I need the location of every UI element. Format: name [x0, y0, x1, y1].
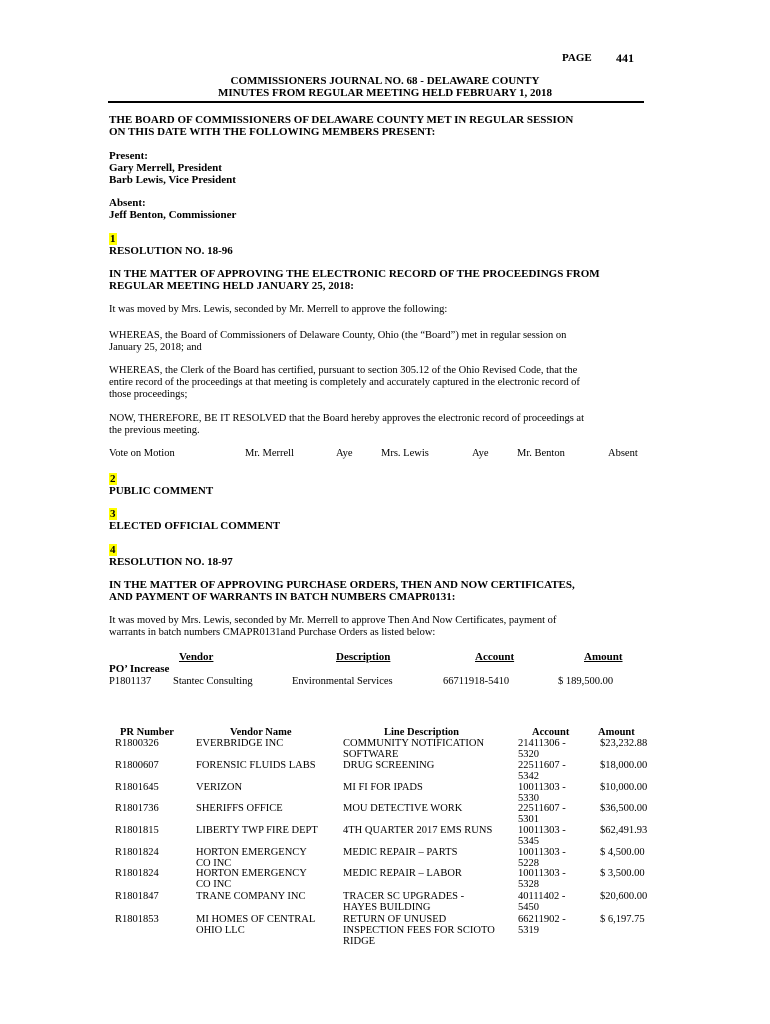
po-header-amount: Amount — [584, 651, 623, 663]
vote-result: Aye — [472, 448, 489, 459]
journal-title: COMMISSIONERS JOURNAL NO. 68 - DELAWARE COUNTY — [230, 75, 540, 87]
pr-amount: $10,000.00 — [600, 782, 648, 793]
pr-account: 10011303 - — [518, 847, 566, 858]
intro-line-1: THE BOARD OF COMMISSIONERS OF DELAWARE COUNTY MET IN REGULAR SESSION — [109, 114, 574, 126]
po-amount: $ 189,500.00 — [558, 676, 614, 687]
pr-amount: $ 6,197.75 — [600, 914, 645, 925]
pr-line-description: DRUG SCREENING — [343, 760, 435, 771]
pr-account: 5345 — [518, 836, 539, 847]
journal-subtitle: MINUTES FROM REGULAR MEETING HELD FEBRUARY 1, 2018 — [217, 87, 553, 99]
pr-number: R1800607 — [115, 760, 159, 771]
absent-label: Absent: — [109, 197, 146, 209]
pr-vendor: SHERIFFS OFFICE — [196, 803, 283, 814]
pr-line-description: COMMUNITY NOTIFICATION — [343, 738, 485, 749]
present-label: Present: — [109, 150, 148, 162]
pr-vendor: OHIO LLC — [196, 925, 245, 936]
po-group-label: PO’ Increase — [109, 663, 170, 675]
whereas-text: those proceedings; — [109, 389, 188, 400]
pr-account: 5450 — [518, 902, 539, 913]
pr-account: 10011303 - — [518, 868, 566, 879]
resolution-heading: REGULAR MEETING HELD JANUARY 25, 2018: — [109, 280, 354, 292]
pr-number: R1801853 — [115, 914, 159, 925]
po-description: Environmental Services — [292, 676, 393, 687]
pr-header-vendor: Vendor Name — [230, 727, 292, 738]
pr-account: 22511607 - — [518, 760, 566, 771]
pr-amount: $18,000.00 — [600, 760, 648, 771]
pr-number: R1801736 — [115, 803, 159, 814]
vote-member: Mr. Merrell — [245, 448, 294, 459]
resolution-title: RESOLUTION NO. 18-97 — [109, 556, 233, 568]
pr-number: R1800326 — [115, 738, 159, 749]
resolution-heading: IN THE MATTER OF APPROVING THE ELECTRONIC RECORD OF THE PROCEEDINGS FROM — [109, 268, 600, 280]
pr-header-amount: Amount — [598, 727, 635, 738]
pr-amount: $62,491.93 — [600, 825, 648, 836]
pr-account: 66211902 - — [518, 914, 566, 925]
motion-text: It was moved by Mrs. Lewis, seconded by Mr. Merrell to approve Then And Now Certificates, payment of — [109, 615, 557, 626]
vote-member: Mrs. Lewis — [381, 448, 429, 459]
pr-line-description: MEDIC REPAIR – LABOR — [343, 868, 462, 879]
present-member: Barb Lewis, Vice President — [109, 174, 236, 186]
item-number-highlight: 3 — [110, 508, 116, 520]
resolution-heading: AND PAYMENT OF WARRANTS IN BATCH NUMBERS CMAPR0131: — [109, 591, 456, 603]
pr-vendor: MI HOMES OF CENTRAL — [196, 914, 316, 925]
resolved-text: NOW, THEREFORE, BE IT RESOLVED that the Board hereby approves the electronic record of proceedings at — [109, 413, 585, 424]
pr-number: R1801645 — [115, 782, 159, 793]
pr-amount: $20,600.00 — [600, 891, 648, 902]
page-label: PAGE — [562, 52, 592, 64]
pr-number: R1801824 — [115, 847, 159, 858]
vote-member: Mr. Benton — [517, 448, 565, 459]
pr-vendor: TRANE COMPANY INC — [196, 891, 306, 902]
pr-vendor: EVERBRIDGE INC — [196, 738, 284, 749]
motion-text: warrants in batch numbers CMAPR0131and Purchase Orders as listed below: — [109, 627, 436, 638]
pr-account: 5320 — [518, 749, 539, 760]
vote-label: Vote on Motion — [109, 448, 175, 459]
pr-vendor: CO INC — [196, 858, 232, 869]
pr-number: R1801815 — [115, 825, 159, 836]
vote-result: Absent — [608, 448, 638, 459]
pr-account: 5328 — [518, 879, 539, 890]
pr-vendor: HORTON EMERGENCY — [196, 847, 307, 858]
whereas-text: WHEREAS, the Board of Commissioners of Delaware County, Ohio (the “Board”) met in regular session on — [109, 330, 567, 341]
absent-member: Jeff Benton, Commissioner — [109, 209, 237, 221]
pr-amount: $23,232.88 — [600, 738, 648, 749]
pr-account: 10011303 - — [518, 825, 566, 836]
pr-vendor: FORENSIC FLUIDS LABS — [196, 760, 316, 771]
motion-text: It was moved by Mrs. Lewis, seconded by Mr. Merrell to approve the following: — [109, 304, 448, 315]
pr-line-description: SOFTWARE — [343, 749, 399, 760]
pr-header-account: Account — [532, 727, 570, 738]
po-id: P1801137 — [109, 676, 152, 687]
intro-line-2: ON THIS DATE WITH THE FOLLOWING MEMBERS PRESENT: — [109, 126, 436, 138]
pr-line-description: MEDIC REPAIR – PARTS — [343, 847, 458, 858]
present-member: Gary Merrell, President — [109, 162, 222, 174]
pr-number: R1801847 — [115, 891, 159, 902]
pr-line-description: 4TH QUARTER 2017 EMS RUNS — [343, 825, 493, 836]
pr-vendor: HORTON EMERGENCY — [196, 868, 307, 879]
pr-vendor: VERIZON — [196, 782, 243, 793]
pr-amount: $36,500.00 — [600, 803, 648, 814]
whereas-text: entire record of the proceedings at that meeting is completely and accurately captured in the electronic record of — [109, 377, 580, 388]
po-account: 66711918-5410 — [443, 676, 510, 687]
pr-line-description: INSPECTION FEES FOR SCIOTO — [343, 925, 495, 936]
po-header-description: Description — [336, 651, 391, 663]
resolution-title: RESOLUTION NO. 18-96 — [109, 245, 233, 257]
pr-vendor: CO INC — [196, 879, 232, 890]
section-title: ELECTED OFFICIAL COMMENT — [109, 520, 281, 532]
page-number: 441 — [616, 51, 634, 65]
pr-account: 5330 — [518, 793, 539, 804]
pr-line-description: TRACER SC UPGRADES - — [343, 891, 465, 902]
pr-account: 5342 — [518, 771, 539, 782]
pr-number: R1801824 — [115, 868, 159, 879]
section-title: PUBLIC COMMENT — [109, 485, 214, 497]
pr-line-description: MOU DETECTIVE WORK — [343, 803, 463, 814]
pr-line-description: RIDGE — [343, 936, 376, 947]
resolution-heading: IN THE MATTER OF APPROVING PURCHASE ORDERS, THEN AND NOW CERTIFICATES, — [109, 579, 575, 591]
pr-vendor: LIBERTY TWP FIRE DEPT — [196, 825, 318, 836]
po-header-account: Account — [475, 651, 515, 663]
pr-account: 21411306 - — [518, 738, 566, 749]
pr-header-line: Line Description — [384, 727, 459, 738]
po-vendor: Stantec Consulting — [173, 676, 253, 687]
pr-account: 5301 — [518, 814, 539, 825]
header-rule — [108, 101, 644, 103]
item-number-highlight: 4 — [110, 544, 116, 556]
pr-line-description: HAYES BUILDING — [343, 902, 431, 913]
item-number-highlight: 2 — [110, 473, 116, 485]
pr-line-description: MI FI FOR IPADS — [343, 782, 423, 793]
pr-account: 5319 — [518, 925, 539, 936]
pr-account: 10011303 - — [518, 782, 566, 793]
pr-account: 22511607 - — [518, 803, 566, 814]
vote-result: Aye — [336, 448, 353, 459]
resolved-text: the previous meeting. — [109, 425, 200, 436]
pr-line-description: RETURN OF UNUSED — [343, 914, 447, 925]
whereas-text: January 25, 2018; and — [109, 342, 202, 353]
pr-amount: $ 4,500.00 — [600, 847, 645, 858]
pr-header-number: PR Number — [120, 727, 174, 738]
whereas-text: WHEREAS, the Clerk of the Board has certified, pursuant to section 305.12 of the Ohio Revised Code, that the — [109, 365, 578, 376]
pr-account: 40111402 - — [518, 891, 566, 902]
pr-account: 5228 — [518, 858, 539, 869]
po-header-vendor: Vendor — [179, 651, 214, 663]
pr-amount: $ 3,500.00 — [600, 868, 645, 879]
item-number-highlight: 1 — [110, 233, 116, 245]
